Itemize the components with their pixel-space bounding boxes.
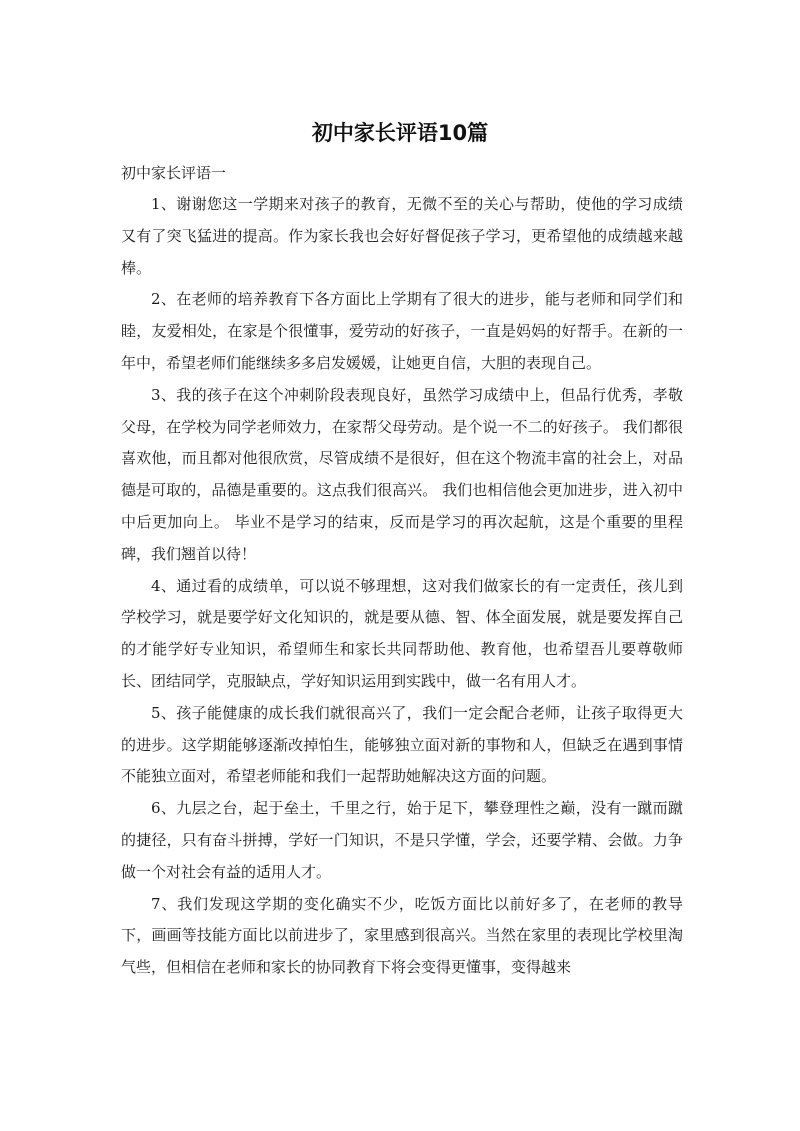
paragraph-3: 3、我的孩子在这个冲刺阶段表现良好，虽然学习成绩中上，但品行优秀，孝敬父母，在学校为同学老师效力，在家帮父母劳动。是个说一不二的好孩子。 我们都很喜欢他，而且都对他很欣赏，尽管成绩不是很好，但在这个物流丰富的社会上，对品德是可取的，品德是重要的。这点我们很高兴。 我们也相信他会更加进步，进入初中中后更加向上。 毕业不是学习的结束，反而是学习的再次起航，这是个重要的里程碑，我们翘首以待！	[121, 385, 683, 563]
paragraph-2: 2、在老师的培养教育下各方面比上学期有了很大的进步，能与老师和同学们和睦，友爱相处，在家是个很懂事，爱劳动的好孩子，一直是妈妈的好帮手。在新的一年中，希望老师们能继续多多启发媛媛，让她更自信，大胆的表现自己。	[121, 290, 683, 372]
paragraph-5: 5、孩子能健康的成长我们就很高兴了，我们一定会配合老师，让孩子取得更大的进步。这学期能够逐渐改掉怕生，能够独立面对新的事物和人，但缺乏在遇到事情不能独立面对，希望老师能和我们一起帮助她解决这方面的问题。	[121, 703, 683, 786]
paragraph-4: 4、通过看的成绩单，可以说不够理想，这对我们做家长的有一定责任，孩儿到学校学习，就是要学好文化知识的，就是要从德、智、体全面发展，就是要发挥自己的才能学好专业知识，希望师生和家长共同帮助他、教育他，也希望吾儿要尊敬师长、团结同学，克服缺点，学好知识运用到实践中，做一名有用人才。	[121, 576, 683, 690]
paragraph-1: 1、谢谢您这一学期来对孩子的教育，无微不至的关心与帮助，使他的学习成绩又有了突飞猛进的提高。作为家长我也会好好督促孩子学习，更希望他的成绩越来越棒。	[121, 195, 683, 277]
paragraph-7: 7、我们发现这学期的变化确实不少，吃饭方面比以前好多了，在老师的教导下，画画等技能方面比以前进步了，家里感到很高兴。当然在家里的表现比学校里淘气些，但相信在老师和家长的协同教育下将会变得更懂事，变得越来	[121, 894, 683, 977]
paragraph-6: 6、九层之台，起于垒土，千里之行，始于足下，攀登理性之巅，没有一蹴而蹴的捷径，只有奋斗拼搏，学好一门知识，不是只学懂，学会，还要学精、会做。力争做一个对社会有益的适用人才。	[121, 799, 683, 881]
document-title: 初中家长评语10篇	[311, 121, 489, 145]
document-body	[121, 158, 683, 984]
section-heading: 初中家长评语一	[121, 164, 227, 182]
